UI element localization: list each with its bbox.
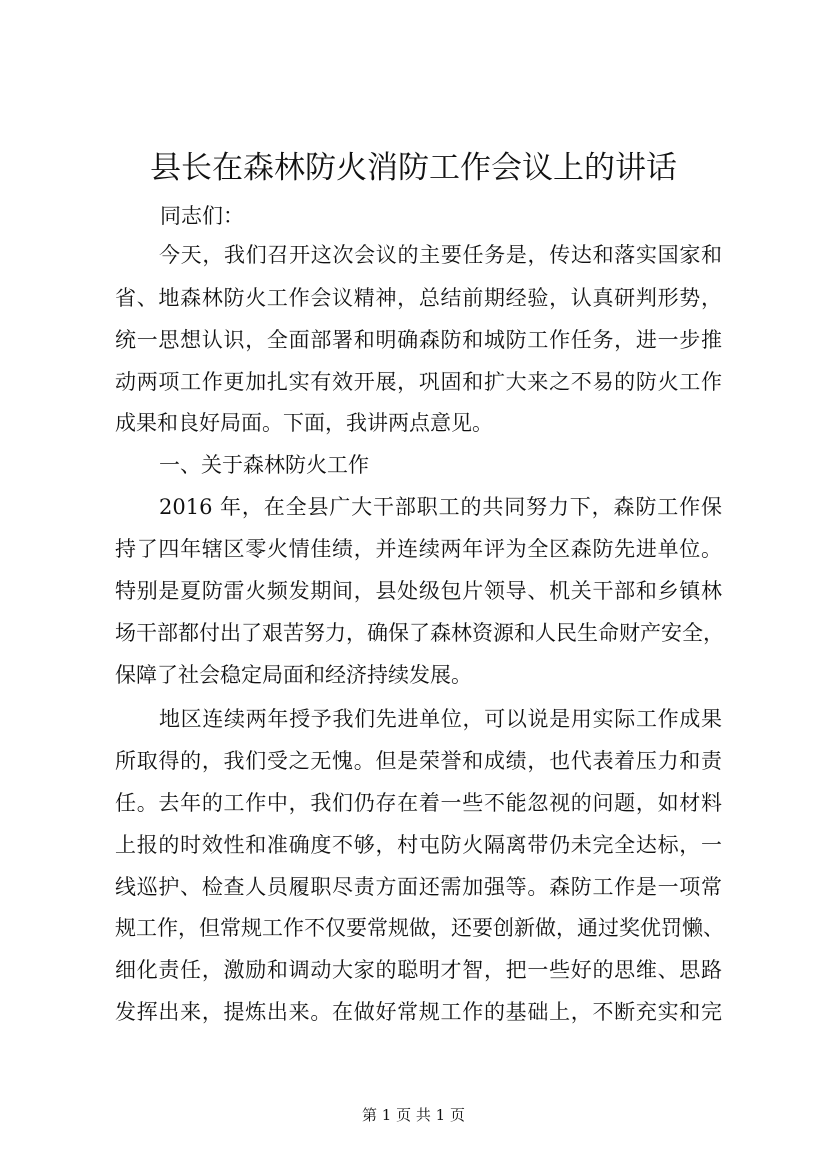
paragraph-line: 特别是夏防雷火频发期间，县处级包片领导、机关干部和乡镇林 xyxy=(115,579,722,603)
paragraph-line: 动两项工作更加扎实有效开展，巩固和扩大来之不易的防火工作 xyxy=(115,370,722,394)
paragraph-line: 2016 年，在全县广大干部职工的共同努力下，森防工作保 xyxy=(159,495,722,519)
paragraph-line: 成果和良好局面。下面，我讲两点意见。 xyxy=(115,411,493,435)
paragraph-line: 省、地森林防火工作会议精神，总结前期经验，认真研判形势， xyxy=(115,286,722,310)
paragraph-line: 细化责任，激励和调动大家的聪明才智，把一些好的思维、思路 xyxy=(115,958,722,982)
paragraph-line: 统一思想认识，全面部署和明确森防和城防工作任务，进一步推 xyxy=(115,328,722,352)
paragraph-line: 保障了社会稳定局面和经济持续发展。 xyxy=(115,663,472,687)
page-number: 第 1 页 共 1 页 xyxy=(362,1106,465,1124)
document-title: 县长在森林防火消防工作会议上的讲话 xyxy=(150,150,677,186)
paragraph-line: 线巡护、检查人员履职尽责方面还需加强等。森防工作是一项常 xyxy=(115,875,722,899)
paragraph-line: 地区连续两年授予我们先进单位，可以说是用实际工作成果 xyxy=(159,707,722,731)
salutation: 同志们： xyxy=(160,204,244,228)
paragraph-line: 上报的时效性和准确度不够，村屯防火隔离带仍未完全达标，一 xyxy=(115,833,722,857)
paragraph-line: 所取得的，我们受之无愧。但是荣誉和成绩，也代表着压力和责 xyxy=(115,749,722,773)
section-heading: 一、关于森林防火工作 xyxy=(159,453,369,477)
paragraph-line: 任。去年的工作中，我们仍存在着一些不能忽视的问题，如材料 xyxy=(115,791,722,815)
paragraph-line: 场干部都付出了艰苦努力，确保了森林资源和人民生命财产安全， xyxy=(115,621,724,645)
paragraph-line: 今天，我们召开这次会议的主要任务是，传达和落实国家和 xyxy=(159,243,722,267)
paragraph-line: 持了四年辖区零火情佳绩，并连续两年评为全区森防先进单位。 xyxy=(115,537,722,561)
paragraph-line: 发挥出来，提炼出来。在做好常规工作的基础上，不断充实和完 xyxy=(115,1000,722,1024)
paragraph-line: 规工作，但常规工作不仅要常规做，还要创新做，通过奖优罚懒、 xyxy=(115,916,724,940)
